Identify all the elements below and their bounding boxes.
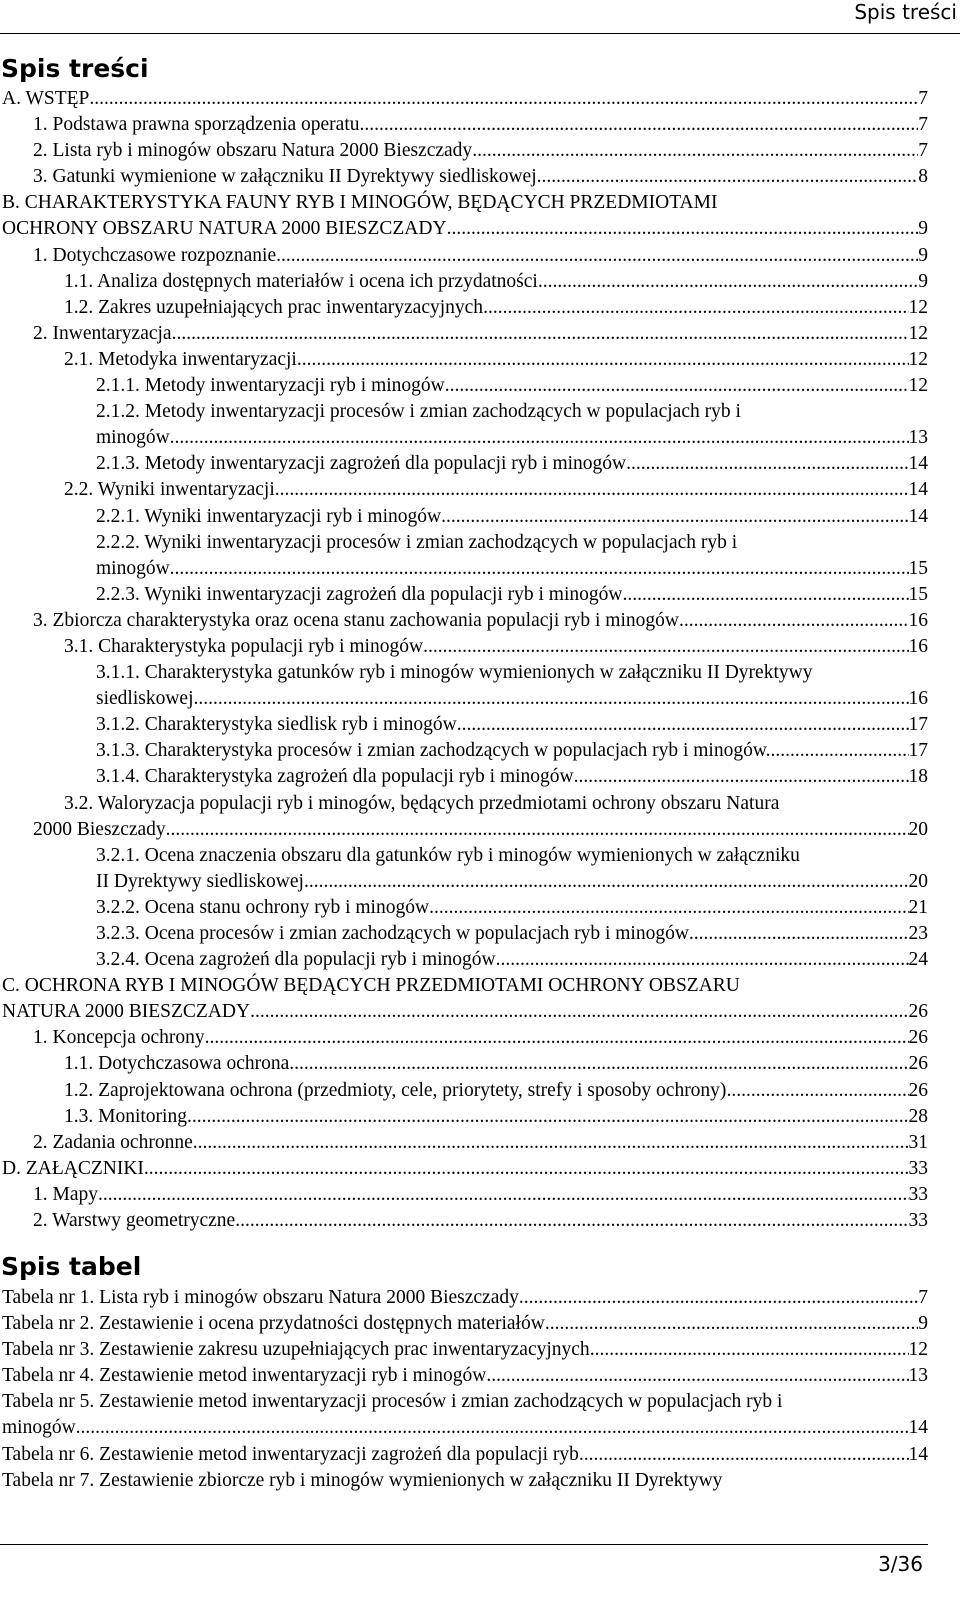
page-number: 3/36	[878, 1552, 923, 1576]
toc-entry[interactable]: C. OCHRONA RYB I MINOGÓW BĘDĄCYCH PRZEDMIOTAMI OCHRONY OBSZARU NATURA 2000 BIESZCZADY ..... 26	[0, 973, 928, 1025]
toc-entry[interactable]: 1.1. Dotychczasowa ochrona ..... 26	[0, 1051, 928, 1077]
toc-entry[interactable]: 3.1.4. Charakterystyka zagrożeń dla populacji ryb i minogów ..... 18	[0, 764, 928, 790]
table-entry[interactable]: Tabela nr 4. Zestawienie metod inwentaryzacji ryb i minogów ..... 13	[0, 1363, 928, 1389]
toc-entry[interactable]: 2.1.3. Metody inwentaryzacji zagrożeń dla populacji ryb i minogów ..... 14	[0, 451, 928, 477]
toc-entry[interactable]: 2.2.2. Wyniki inwentaryzacji procesów i zmian zachodzących w populacjach ryb i minogów ..... 15	[0, 530, 928, 582]
toc-entry[interactable]: 3.1. Charakterystyka populacji ryb i minogów ..... 16	[0, 634, 928, 660]
toc-entry[interactable]: 1.1. Analiza dostępnych materiałów i ocena ich przydatności ..... 9	[0, 269, 928, 295]
running-header	[0, 0, 960, 34]
toc-entry[interactable]: 1.3. Monitoring ..... 28	[0, 1104, 928, 1130]
toc-entry[interactable]: 2. Inwentaryzacja ..... 12	[0, 321, 928, 347]
table-entry[interactable]: Tabela nr 1. Lista ryb i minogów obszaru Natura 2000 Bieszczady ..... 7	[0, 1285, 928, 1311]
table-entry[interactable]: Tabela nr 6. Zestawienie metod inwentaryzacji zagrożeń dla populacji ryb ..... 14	[0, 1442, 928, 1468]
toc-entry[interactable]: 3.2.3. Ocena procesów i zmian zachodzących w populacjach ryb i minogów ..... 23	[0, 921, 928, 947]
toc-entry[interactable]: 3. Zbiorcza charakterystyka oraz ocena stanu zachowania populacji ryb i minogów ..... 16	[0, 608, 928, 634]
toc-entry[interactable]: 3. Gatunki wymienione w załączniku II Dyrektywy siedliskowej ..... 8	[0, 164, 928, 190]
toc-entry[interactable]: 2. Warstwy geometryczne ..... 33	[0, 1208, 928, 1234]
toc-entry[interactable]: 3.2.2. Ocena stanu ochrony ryb i minogów ..... 21	[0, 895, 928, 921]
toc-entry[interactable]: 2.1.1. Metody inwentaryzacji ryb i minogów ..... 12	[0, 373, 928, 399]
table-entry[interactable]: Tabela nr 3. Zestawienie zakresu uzupełniających prac inwentaryzacyjnych ..... 12	[0, 1337, 928, 1363]
toc-entry[interactable]: 3.1.3. Charakterystyka procesów i zmian zachodzących w populacjach ryb i minogów. ..... 17	[0, 738, 928, 764]
toc-entry[interactable]: 1. Mapy ..... 33	[0, 1182, 928, 1208]
toc-list	[0, 86, 928, 1234]
toc-entry[interactable]: 3.1.2. Charakterystyka siedlisk ryb i minogów ..... 17	[0, 712, 928, 738]
toc-entry[interactable]: 2.1. Metodyka inwentaryzacji ..... 12	[0, 347, 928, 373]
toc-title: Spis treści	[1, 54, 149, 83]
toc-entry[interactable]: 2. Lista ryb i minogów obszaru Natura 2000 Bieszczady ..... 7	[0, 138, 928, 164]
toc-entry[interactable]: 1.2. Zakres uzupełniających prac inwentaryzacyjnych ..... 12	[0, 295, 928, 321]
toc-entry[interactable]: 2.1.2. Metody inwentaryzacji procesów i zmian zachodzących w populacjach ryb i minogów ..... 13	[0, 399, 928, 451]
footer-rule	[0, 1544, 928, 1545]
list-of-tables-title: Spis tabel	[1, 1252, 142, 1281]
toc-entry[interactable]: 1. Koncepcja ochrony ..... 26	[0, 1025, 928, 1051]
toc-entry[interactable]: A. WSTĘP ..... 7	[0, 86, 928, 112]
toc-entry[interactable]: 3.2.4. Ocena zagrożeń dla populacji ryb i minogów ..... 24	[0, 947, 928, 973]
toc-entry[interactable]: 3.1.1. Charakterystyka gatunków ryb i minogów wymienionych w załączniku II Dyrektywy siedliskowej ..... 16	[0, 660, 928, 712]
table-entry[interactable]: Tabela nr 7. Zestawienie zbiorcze ryb i minogów wymienionych w załączniku II Dyrektywy	[2, 1469, 723, 1491]
toc-entry[interactable]: 2.2.3. Wyniki inwentaryzacji zagrożeń dla populacji ryb i minogów ..... 15	[0, 582, 928, 608]
toc-entry[interactable]: B. CHARAKTERYSTYKA FAUNY RYB I MINOGÓW, BĘDĄCYCH PRZEDMIOTAMI OCHRONY OBSZARU NATURA 2000 BIESZCZADY ..... 9	[0, 190, 928, 242]
table-entry[interactable]: Tabela nr 2. Zestawienie i ocena przydatności dostępnych materiałów ..... 9	[0, 1311, 928, 1337]
running-header-text: Spis treści	[854, 0, 957, 24]
toc-entry[interactable]: 3.2.1. Ocena znaczenia obszaru dla gatunków ryb i minogów wymienionych w załączniku II Dyrektywy siedliskowej ..... 20	[0, 843, 928, 895]
table-entry[interactable]: Tabela nr 5. Zestawienie metod inwentaryzacji procesów i zmian zachodzących w populacjach ryb i minogów ..... 14	[0, 1389, 928, 1441]
list-of-tables	[0, 1285, 928, 1494]
toc-entry[interactable]: 2.2. Wyniki inwentaryzacji ..... 14	[0, 477, 928, 503]
toc-entry[interactable]: 1. Dotychczasowe rozpoznanie ..... 9	[0, 243, 928, 269]
toc-entry[interactable]: 2.2.1. Wyniki inwentaryzacji ryb i minogów ..... 14	[0, 504, 928, 530]
toc-entry[interactable]: D. ZAŁĄCZNIKI ..... 33	[0, 1156, 928, 1182]
toc-entry[interactable]: 3.2. Waloryzacja populacji ryb i minogów, będących przedmiotami ochrony obszaru Natura 2000 Bieszczady ..... 20	[0, 791, 928, 843]
toc-entry[interactable]: 1. Podstawa prawna sporządzenia operatu ..... 7	[0, 112, 928, 138]
toc-entry[interactable]: 2. Zadania ochronne ..... 31	[0, 1130, 928, 1156]
toc-entry[interactable]: 1.2. Zaprojektowana ochrona (przedmioty, cele, priorytety, strefy i sposoby ochrony) ..... 26	[0, 1078, 928, 1104]
